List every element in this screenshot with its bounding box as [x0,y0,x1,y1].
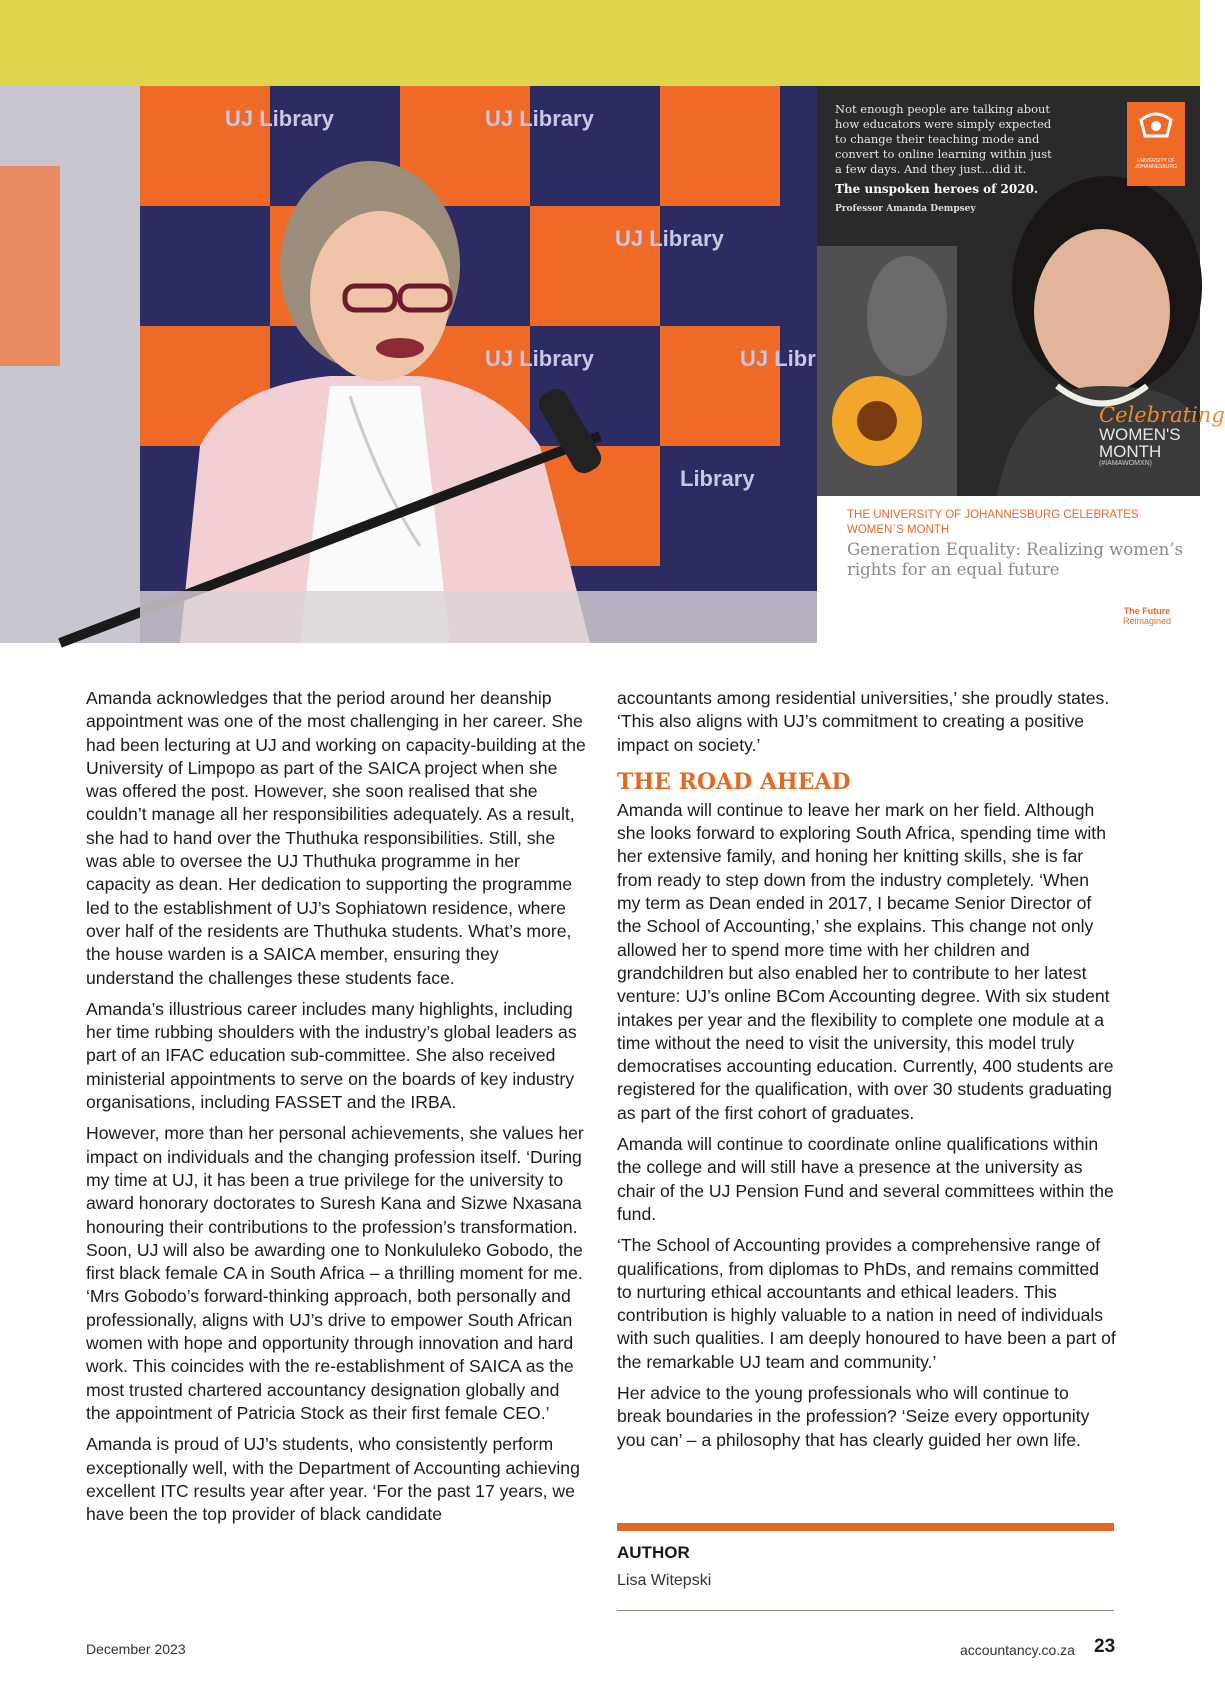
womens-word: WOMEN'S [1099,425,1181,444]
backdrop-label-3: UJ Library [615,226,724,251]
paragraph: accountants among residential universities,’ she proudly states. ‘This also aligns with UJ’s commitment to creating a positive impact on society.’ [617,688,1110,755]
paragraph: Amanda acknowledges that the period around her deanship appointment was one of the most challenging in her career. She had been lecturing at UJ and working on capacity-building at the University of Limpopo as part of the SAICA project when she was offered the post. However, she soon realised that she couldn’t manage all her responsibilities adequately. As a result, she had to hand over the Thuthuka responsibilities. Still, she was able to oversee the UJ Thuthuka programme in her capacity as dean. Her dedication to supporting the programme led to the establishment of UJ’s Sophiatown residence, where over half of the residents are Thuthuka students. What’s more, the house warden is a SAICA member, ensuring they understand the challenges these students face. [86,688,586,988]
sunflower-icon [832,376,922,466]
poster-professor-name: Professor Amanda Dempsey [835,204,976,214]
paragraph: Amanda will continue to leave her mark on her field. Although she looks forward to exploring South Africa, spending time with her extensive family, and honing her knitting skills, she is far from ready to step down from the industry completely. ‘When my term as Dean ended in 2017, I became Senior Director of the School of Accounting,’ she explains. This change not only allowed her to spend more time with her children and grandchildren but also enabled her to contribute to her latest venture: UJ’s online BCom Accounting degree. With six student intakes per year and the flexibility to complete one module at a time without the need to visit the university, this model truly democratises accounting education. Currently, 400 students are registered for the qualification, with over 30 students graduating as part of the first cohort of graduates. [617,799,1114,1123]
paragraph: Amanda will continue to coordinate online qualifications within the college and will still have a presence at the university as chair of the UJ Pension Fund and several committees within the fund. [617,1134,1114,1224]
celebrating-womens-month [1099,403,1225,467]
paragraph: ‘The School of Accounting provides a comprehensive range of qualifications, from diplomas to PhDs, and remains committed to nurturing ethical accountants and ethical leaders. This contribution is highly valuable to a nation in need of individuals with such qualities. I am deeply honoured to have been a part of the remarkable UJ team and community.’ [617,1235,1116,1372]
author-label: AUTHOR [617,1543,690,1562]
hero-photo [0,86,817,643]
celebrating-word: Celebrating [1099,403,1225,427]
hashtag: (#IAMAWOMXN) [1099,460,1153,467]
author-name: Lisa Witepski [617,1572,712,1589]
poster-caption-subheading: Generation Equality: Realizing women’s rights for an equal future [847,540,1183,579]
uj-logo [1127,102,1185,186]
paragraph: Her advice to the young professionals who will continue to break boundaries in the profession? ‘Seize every opportunity you can’ – a philosophy that has clearly guided her own life. [617,1383,1090,1450]
backdrop-label-1: UJ Library [225,106,334,131]
poster-footer-line2: Reimagined [1122,616,1172,626]
backdrop-label-6: Library [680,466,755,491]
poster-footer [1107,606,1187,626]
poster-footer-line1: The Future [1123,606,1171,616]
author-divider-bar [617,1523,1114,1531]
backdrop-label-2: UJ Library [485,106,594,131]
uj-crest-icon [1127,102,1185,152]
paragraph: Amanda is proud of UJ’s students, who consistently perform exceptionally well, with the Department of Accounting achieving excellent ITC results year after year. ‘For the past 17 years, we have been the top provider of black candidate [86,1434,580,1525]
article-column-right [617,687,1117,1460]
poster-quote-bold: The unspoken heroes of 2020. [835,182,1039,196]
month-word: MONTH [1099,442,1162,461]
womens-month-poster [817,86,1225,643]
article-column-left [86,687,586,1534]
paragraph: Amanda’s illustrious career includes many highlights, including her time rubbing shoulders with the industry’s global leaders as part of an IFAC education sub-committee. She also received ministerial appointments to serve on the boards of key industry organisations, including FASSET and the IRBA. [86,998,577,1113]
poster-caption-heading: THE UNIVERSITY OF JOHANNESBURG CELEBRATES WOMEN`S MONTH [847,509,1139,536]
paragraph: However, more than her personal achievements, she values her impact on individuals and the changing profession itself. ‘During my time at UJ, it has been a true privilege for the university to award honorary doctorates to Suresh Kana and Sizwe Nxasana honouring their contributions to the profession’s transformation. Soon, UJ will also be awarding one to Nonkululeko Gobodo, the first black female CA in South Africa – a thrilling moment for me. ‘Mrs Gobodo’s forward-thinking approach, both personally and professionally, aligns with UJ’s drive to empower South African women with hope and opportunity through innovation and hard work. This coincides with the re-establishment of SAICA as the most trusted chartered accountancy designation globally and the appointment of Patricia Stock as their first female CEO.’ [86,1123,584,1423]
page-number: 23 [1094,1636,1116,1657]
speaker-at-podium-photo-icon [0,86,817,643]
backdrop-label-5: UJ Libr [740,346,816,371]
footer-date: December 2023 [86,1641,186,1657]
top-color-band [0,0,1200,86]
poster-quote: Not enough people are talking about how educators were simply expected to change their teaching mode and convert to online learning within just a few days. And they just...did it. [835,102,1052,176]
uj-logo-text: UNIVERSITY OF JOHANNESBURG [1135,158,1177,170]
section-heading: THE ROAD AHEAD [617,768,851,795]
poster-art [817,86,1225,496]
footer-site: accountancy.co.za [960,1642,1075,1658]
author-bottom-rule [617,1610,1114,1611]
backdrop-label-4: UJ Library [485,346,594,371]
